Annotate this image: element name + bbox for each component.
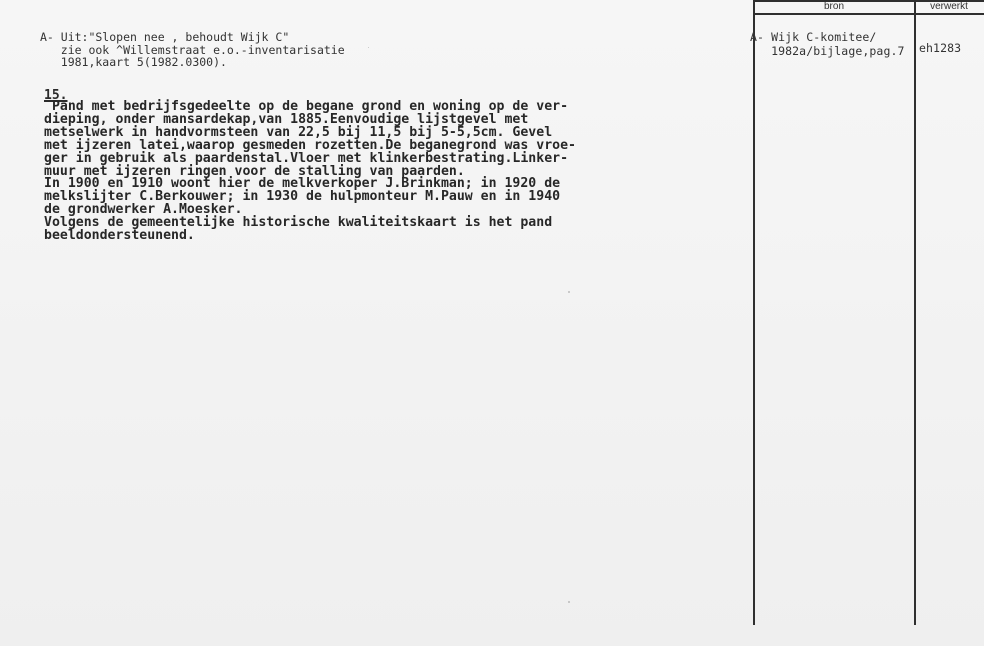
bron-line: 1982a/bijlage,pag.7 (750, 44, 905, 58)
source-note (40, 31, 345, 69)
scan-speck (568, 601, 570, 603)
entry-line: met ijzeren latei,waarop gesmeden rozetten.De beganegrond was vroe- (44, 137, 576, 153)
entry-number: 15. (44, 88, 68, 103)
entry-line: Pand met bedrijfsgedeelte op de begane grond en woning op de ver- (44, 99, 569, 114)
entry-line: muur met ijzeren ringen voor de stalling van paarden. (44, 163, 465, 179)
entry-description (44, 101, 576, 243)
entry-line: de grondwerker A.Moesker. (44, 202, 243, 218)
entry-line: dieping, onder mansardekap,van 1885.Eenvoudige lijstgevel met (44, 111, 529, 127)
bron-column-header: bron (823, 1, 844, 12)
entry-line: beeldondersteunend. (44, 228, 195, 244)
note-line: 1981,kaart 5(1982.0300). (40, 55, 227, 69)
verwerkt-column-rule (914, 0, 916, 625)
note-line: A- Uit:"Slopen nee , behoudt Wijk C" (40, 30, 290, 44)
bron-column-rule (753, 0, 755, 625)
note-line: zie ook ^Willemstraat e.o.-inventarisatie (40, 42, 345, 57)
verwerkt-code: eh1283 (919, 41, 962, 55)
entry-line: In 1900 en 1910 woont hier de melkverkoper J.Brinkman; in 1920 de (44, 176, 561, 192)
bron-line: A- Wijk C-komitee/ (750, 30, 877, 44)
entry-line: ger in gebruik als paardenstal.Vloer met klinkerbestrating.Linker- (44, 150, 569, 166)
entry-line: metselwerk in handvormsteen van 22,5 bij 11,5 bij 5-5,5cm. Gevel (44, 124, 553, 140)
bron-reference (750, 30, 905, 58)
entry-line: Volgens de gemeentelijke historische kwaliteitskaart is het pand (44, 215, 553, 231)
scan-speck (568, 291, 570, 293)
column-header-rule (753, 13, 984, 15)
entry-line: melkslijter C.Berkouwer; in 1930 de hulpmonteur M.Pauw en in 1940 (44, 189, 561, 205)
verwerkt-column-header: verwerkt (930, 1, 968, 12)
scan-speck (368, 47, 369, 48)
